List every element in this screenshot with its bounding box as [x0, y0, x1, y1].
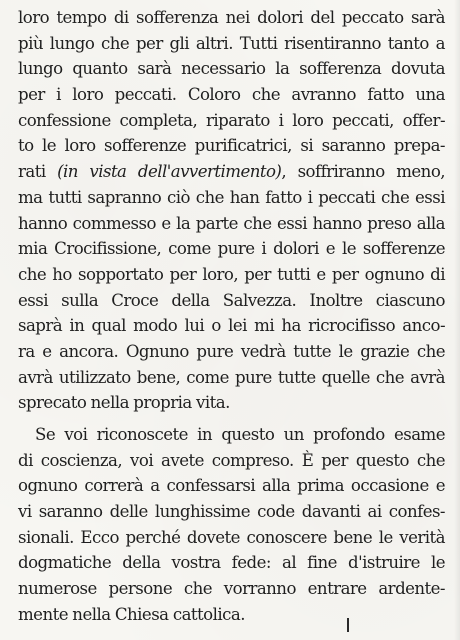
text-line: che ho sopportato per loro, per tutti e per ognuno di — [18, 264, 445, 284]
text-line: più lungo che per gli altri. Tutti risentiranno tanto a — [18, 33, 445, 53]
text-line: mia Crocifissione, come pure i dolori e le sofferenze — [18, 239, 445, 259]
text-line — [18, 159, 445, 185]
text-line: mente nella Chiesa cattolica. — [18, 604, 245, 624]
paragraph-1 — [18, 5, 445, 416]
line-text: rati — [18, 162, 58, 182]
text-line: sprecato nella propria vita. — [18, 393, 230, 413]
text-line: ma tutti sapranno ciò che han fatto i peccati che essi — [18, 187, 445, 207]
text-line: hanno commesso e la parte che essi hanno preso alla — [18, 213, 445, 233]
text-line: lungo quanto sarà necessario la sofferenza dovuta — [18, 59, 445, 79]
margin-mark — [347, 618, 349, 632]
line-text: , soffriranno meno, — [281, 162, 445, 182]
paragraph-2 — [18, 422, 445, 628]
text-line: to le loro sofferenze purificatrici, si saranno prepa- — [18, 136, 445, 156]
text-line: saprà in qual modo lui o lei mi ha ricrocifisso anco- — [18, 316, 445, 336]
text-line: numerose persone che vorranno entrare ardente- — [18, 579, 445, 599]
text-line: ognuno correrà a confessarsi alla prima occasione e — [18, 476, 445, 496]
text-line: di coscienza, voi avete compreso. È per questo che — [18, 450, 445, 470]
text-line: ra e ancora. Ognuno pure vedrà tutte le grazie che — [18, 341, 445, 361]
page-edge-shadow — [454, 0, 460, 640]
text-line: sionali. Ecco perché dovete conoscere bene le verità — [18, 527, 445, 547]
italic-aside: (in vista dell'avvertimento) — [57, 162, 282, 182]
text-line: loro tempo di sofferenza nei dolori del peccato sarà — [18, 8, 445, 27]
text-line: avrà utilizzato bene, come pure tutte quelle che avrà — [18, 367, 445, 387]
text-line: Se voi riconoscete in questo un profondo esame — [35, 425, 445, 444]
text-line: essi sulla Croce della Salvezza. Inoltre ciascuno — [18, 290, 445, 310]
text-line: per i loro peccati. Coloro che avranno fatto una — [18, 85, 445, 105]
text-line: vi saranno delle lunghissime code davanti ai confes- — [18, 502, 445, 522]
text-line: dogmatiche della vostra fede: al fine d'istruire le — [18, 553, 445, 573]
text-line: confessione completa, riparato i loro peccati, offer- — [18, 110, 445, 130]
body-text — [18, 5, 445, 628]
